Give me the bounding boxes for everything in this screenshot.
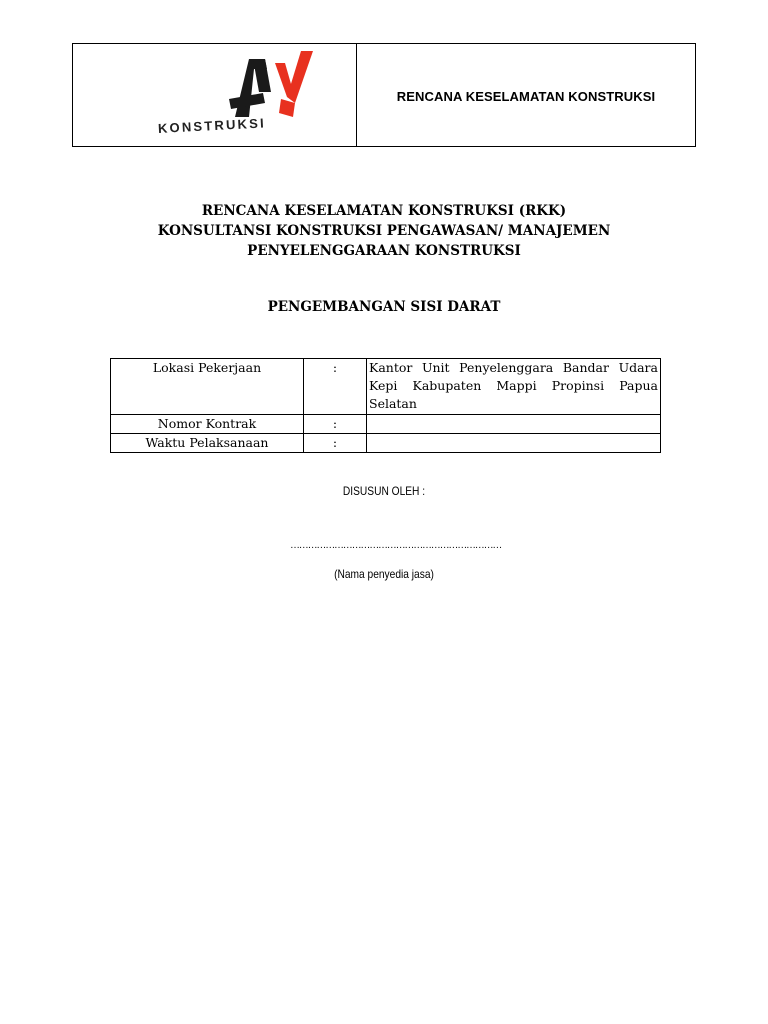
row-value: Kantor Unit Penyelenggara Bandar Udara Kepi Kabupaten Mappi Propinsi Papua Selatan: [367, 359, 661, 415]
row-colon: :: [304, 359, 367, 415]
table-row: [111, 415, 661, 434]
document-subtitle: PENGEMBANGAN SISI DARAT: [267, 299, 501, 315]
table-row: [111, 434, 661, 453]
row-label: Nomor Kontrak: [111, 415, 304, 434]
row-value: [367, 434, 661, 453]
title-line-2: KONSULTANSI KONSTRUKSI PENGAWASAN/ MANAJEMEN: [157, 223, 611, 239]
document-title: [0, 201, 768, 261]
table-row: [111, 359, 661, 415]
project-info-table: [110, 358, 661, 453]
row-value: [367, 415, 661, 434]
document-header: [72, 43, 696, 147]
title-line-1: RENCANA KESELAMATAN KONSTRUKSI (RKK): [201, 203, 567, 219]
header-title: RENCANA KESELAMATAN KONSTRUKSI: [396, 88, 656, 104]
row-colon: :: [304, 434, 367, 453]
signature-line: ………………………………………………………………: [290, 540, 502, 551]
row-label: Lokasi Pekerjaan: [111, 359, 304, 415]
company-logo: [73, 44, 357, 146]
row-label: Waktu Pelaksanaan: [111, 434, 304, 453]
provider-caption: (Nama penyedia jasa): [334, 567, 434, 581]
title-line-3: PENYELENGGARAAN KONSTRUKSI: [247, 243, 521, 259]
prepared-by-label: DISUSUN OLEH :: [342, 484, 426, 498]
row-colon: :: [304, 415, 367, 434]
logo-mark-icon: [223, 47, 323, 122]
logo-text: KONSTRUKSI: [157, 115, 267, 136]
